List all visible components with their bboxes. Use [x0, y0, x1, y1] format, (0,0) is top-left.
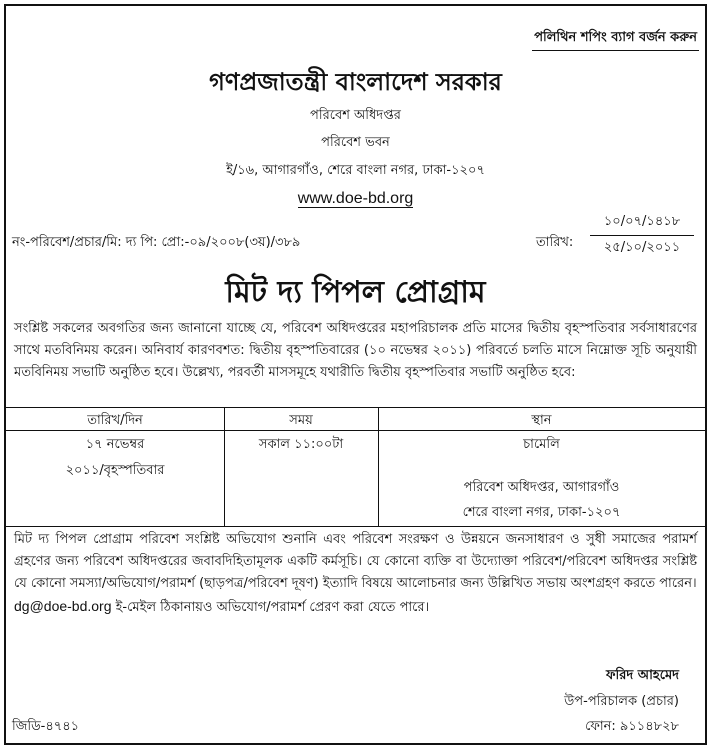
footer-code: জিডি-৪৭৪১ — [12, 719, 80, 734]
notice-frame — [4, 4, 707, 745]
building-name: পরিবেশ ভবন — [321, 135, 390, 150]
signatory-phone: ফোন: ৯১১৪৮২৮ — [585, 719, 679, 734]
intro-text: সংশ্লিষ্ট সকলের অবগতির জন্য জানানো যাচ্ছে যে, পরিবেশ অধিদপ্তরের মহাপরিচালক প্রতি মাসের দ্বিতীয় বৃহস্পতিবার সর্বসাধারণের সাথে মতবিনিময় করেন। অনিবার্য কারণবশত: দ্বিতীয় বৃহস্পতিবারের (১০ নভেম্বর ২০১১) পরিবর্তে চলতি মাসে নিম্নোক্ত সূচি অনুযায়ী মতবিনিময় সভাটি অনুষ্ঠিত হবে। উল্লেখ্য, পরবর্তী মাসসমূহে যথারীতি দ্বিতীয় বৃহস্পতিবার সভাটি অনুষ্ঠিত হবে: — [14, 321, 697, 380]
email-line — [14, 595, 697, 619]
reference-number: নং-পরিবেশ/প্রচার/মি: দ্য পি: প্রো:-০৯/২০০৮(৩য়)/৩৮৯ — [12, 235, 301, 250]
date-label: তারিখ: — [536, 235, 574, 250]
date-block — [590, 212, 694, 259]
email-address[interactable]: dg@doe-bd.org — [14, 598, 112, 614]
website-link[interactable] — [6, 190, 705, 208]
date-english: ২৫/১০/২০১১ — [603, 240, 681, 255]
headline: মিট দ্য পিপল প্রোগ্রাম — [225, 275, 486, 310]
header-venue: স্থান — [531, 413, 552, 428]
address: ই/১৬, আগারগাঁও, শেরে বাংলা নগর, ঢাকা-১২০৭ — [226, 163, 485, 178]
date-bangla: ১০/০৭/১৪১৮ — [590, 212, 694, 236]
row-venue-line1: চামেলি — [523, 437, 560, 452]
slogan: পলিথিন শপিং ব্যাগ বর্জন করুন — [532, 28, 699, 51]
department-name: পরিবেশ অধিদপ্তর — [310, 108, 401, 123]
signatory-name: ফরিদ আহমেদ — [606, 668, 679, 683]
header-date: তারিখ/দিন — [87, 413, 143, 428]
email-note: ই-মেইল ঠিকানায়ও অভিযোগ/পরামর্শ প্রেরণ করা যেতে পারে। — [111, 600, 430, 615]
table-top-rule — [6, 407, 705, 408]
table-bottom-rule — [6, 526, 705, 527]
row-time: সকাল ১১:০০টা — [258, 437, 344, 452]
body-paragraph — [14, 529, 697, 619]
signatory-designation: উপ-পরিচালক (প্রচার) — [564, 694, 679, 709]
intro-paragraph — [14, 318, 697, 384]
row-venue-line3: শেরে বাংলা নগর, ঢাকা-১২০৭ — [462, 505, 621, 520]
government-title: গণপ্রজাতন্ত্রী বাংলাদেশ সরকার — [209, 67, 502, 96]
row-venue-line2: পরিবেশ অধিদপ্তর, আগারগাঁও — [463, 480, 620, 495]
body-text: মিট দ্য পিপল প্রোগ্রাম পরিবেশ সংশ্লিষ্ট অভিযোগ শুনানি এবং পরিবেশ সংরক্ষণ ও উন্নয়নে জনসাধারণ ও সুধী সমাজের পরামর্শ গ্রহণের জন্য পরিবেশ অধিদপ্তরের জবাবদিহিতামূলক একটি কর্মসূচি। যে কোনো ব্যক্তি বা উদ্যোক্তা পরিবেশ/পরিবেশ অধিদপ্তর সংশ্লিষ্ট যে কোনো সমস্যা/অভিযোগ/পরামর্শ (ছাড়পত্র/পরিবেশ দূষণ) ইত্যাদি বিষয়ে আলোচনার জন্য উল্লিখিত সভায় অংশগ্রহণ করতে পারেন। — [14, 532, 697, 591]
row-date-line1: ১৭ নভেম্বর — [85, 437, 145, 452]
header-time: সময় — [289, 413, 313, 428]
row-date-line2: ২০১১/বৃহস্পতিবার — [65, 463, 165, 478]
website-text[interactable]: www.doe-bd.org — [297, 190, 414, 207]
